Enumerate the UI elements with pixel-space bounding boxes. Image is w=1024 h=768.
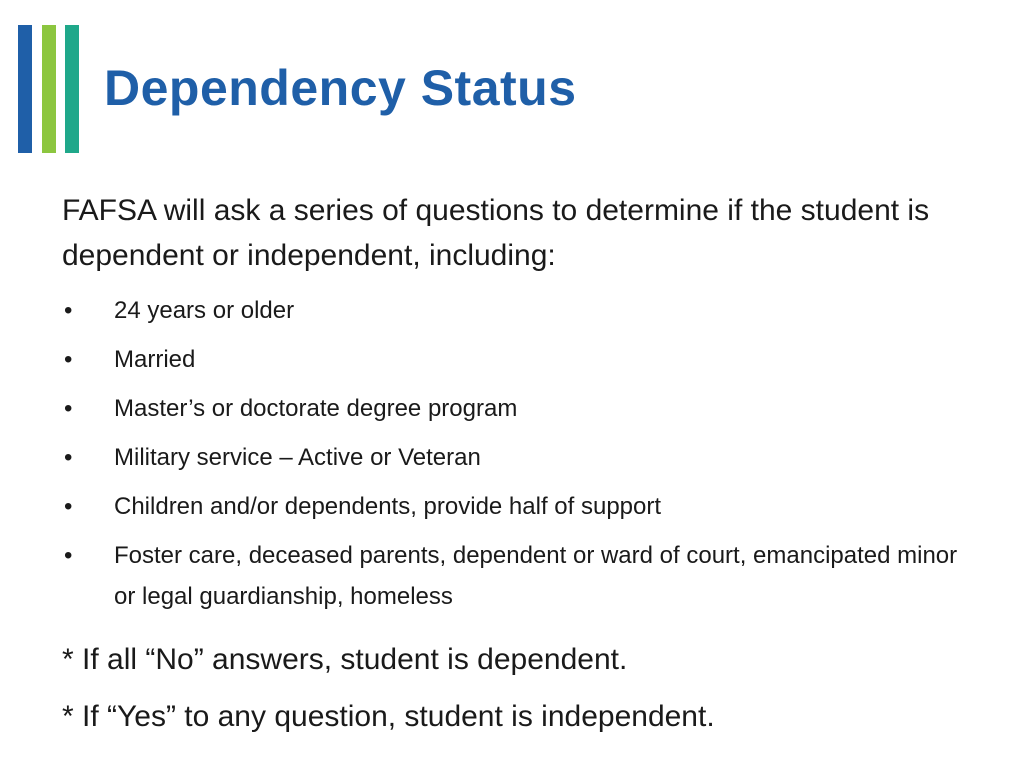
bullet-icon: • xyxy=(64,493,73,520)
accent-bars-logo xyxy=(18,25,88,153)
accent-bar-green xyxy=(42,25,56,153)
list-item xyxy=(62,535,982,617)
list-item xyxy=(62,290,982,331)
list-item xyxy=(62,388,982,429)
dependent-note: * If all “No” answers, student is dependent. xyxy=(62,643,628,676)
list-item-text: Children and/or dependents, provide half of support xyxy=(114,493,662,520)
bullet-icon: • xyxy=(64,542,73,569)
bullet-icon: • xyxy=(64,444,73,471)
list-item-text: 24 years or older xyxy=(114,297,295,324)
list-item xyxy=(62,437,982,478)
list-item-text: Military service – Active or Veteran xyxy=(114,444,481,471)
list-item xyxy=(62,486,982,527)
accent-bar-blue xyxy=(18,25,32,153)
slide-title: Dependency Status xyxy=(104,60,577,116)
list-item xyxy=(62,339,982,380)
intro-paragraph: FAFSA will ask a series of questions to determine if the student is dependent or independent, including: xyxy=(62,194,930,272)
list-item-text: Married xyxy=(114,346,196,373)
independent-note: * If “Yes” to any question, student is independent. xyxy=(62,700,715,733)
accent-bar-teal xyxy=(65,25,79,153)
bullet-icon: • xyxy=(64,346,73,373)
list-item-text: Foster care, deceased parents, dependent or ward of court, emancipated minor or legal guardianship, homeless xyxy=(114,542,958,610)
criteria-list xyxy=(62,290,982,625)
bullet-icon: • xyxy=(64,395,73,422)
list-item-text: Master’s or doctorate degree program xyxy=(114,395,518,422)
bullet-icon: • xyxy=(64,297,73,324)
